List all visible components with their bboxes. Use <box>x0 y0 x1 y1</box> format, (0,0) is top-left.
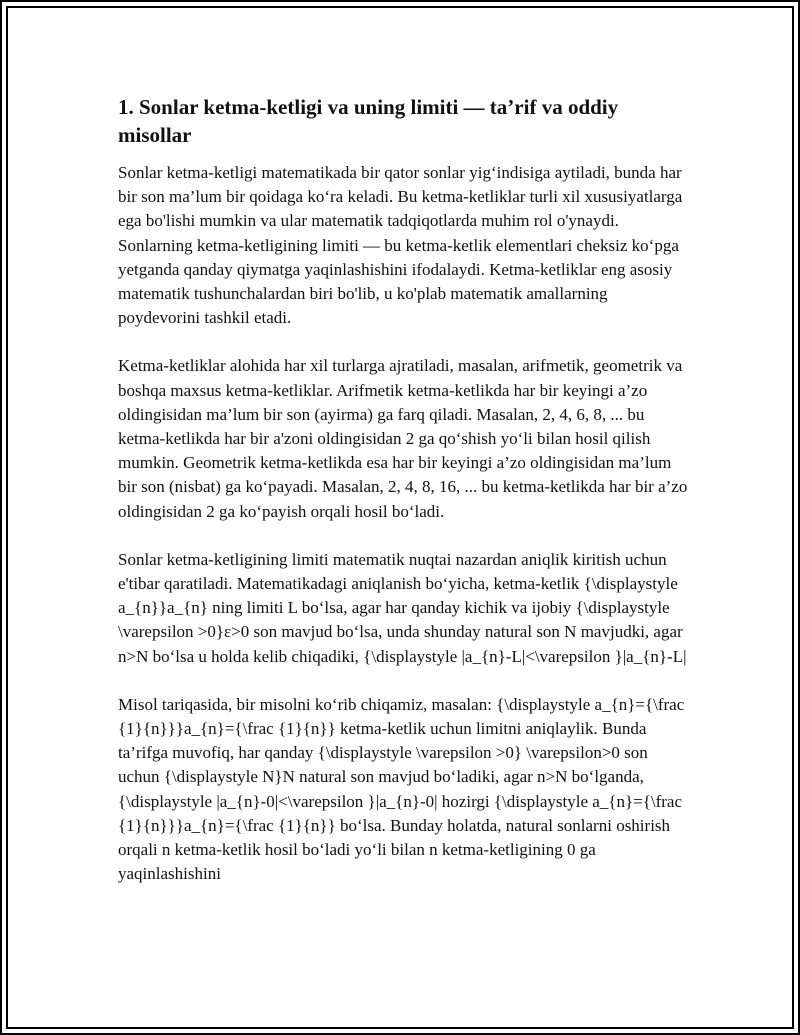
section-heading: 1. Sonlar ketma-ketligi va uning limiti — ta’rif va oddiy misollar <box>118 95 619 147</box>
paragraph-limit-definition: Sonlar ketma-ketligining limiti matematik nuqtai nazardan aniqlik kiritish uchun e'tibar qaratiladi. Matematikadagi aniqlanish bo‘yicha, ketma-ketlik {\displaystyle a_{n}}a_{n} ning limiti L bo‘lsa, agar har qanday kichik va ijobiy {\displaystyle \varepsilon >0}ε>0 son mavjud bo‘lsa, unda shunday natural son N mavjudki, agar n>N bo‘lsa u holda kelib chiqadiki, {\displaystyle |a_{n}-L|<\varepsilon }|a_{n}-L| <box>118 549 687 666</box>
paragraph-example: Misol tariqasida, bir misolni ko‘rib chiqamiz, masalan: {\displaystyle a_{n}={\frac {1}{n}}}a_{n}={\frac {1}{n}} ketma-ketlik uchun limitni aniqlaylik. Bunda ta’rifga muvofiq, har qanday {\displaystyle \varepsilon >0} \varepsilon>0 son uchun {\displaystyle N}N natural son mavjud bo‘ladiki, agar n>N bo‘lganda, {\displaystyle |a_{n}-0|<\varepsilon }|a_{n}-0| hozirgi {\displaystyle a_{n}={\frac {1}{n}}}a_{n}={\frac {1}{n}} bo‘lsa. Bunday holatda, natural sonlarni oshirish orqali n ketma-ketlik hosil bo‘ladi yo‘li bilan n ketma-ketligining 0 ga yaqinlashishini <box>118 694 685 884</box>
document-body <box>118 93 690 910</box>
paragraph-types: Ketma-ketliklar alohida har xil turlarga ajratiladi, masalan, arifmetik, geometrik va boshqa maxsus ketma-ketliklar. Arifmetik ketma-ketlikda har bir keyingi a’zo oldingisidan ma’lum bir son (ayirma) ga farq qiladi. Masalan, 2, 4, 6, 8, ... bu ketma-ketlikda har bir a'zoni oldingisidan 2 ga qo‘shish yo‘li bilan hosil qilish mumkin. Geometrik ketma-ketlikda esa har bir keyingi a’zo oldingisidan ma’lum bir son (nisbat) ga ko‘payadi. Masalan, 2, 4, 8, 16, ... bu ketma-ketlikda har bir a’zo oldingisidan 2 ga ko‘payish orqali hosil bo‘ladi. <box>118 356 688 521</box>
paragraph-definition: Sonlar ketma-ketligi matematikada bir qator sonlar yig‘indisiga aytiladi, bunda har bir son ma’lum bir qoidaga ko‘ra keladi. Bu ketma-ketliklar turli xil xususiyatlarga ega bo'lishi mumkin va ular matematik tadqiqotlarda muhim rol o'ynaydi. Sonlarning ketma-ketligining limiti — bu ketma-ketlik elementlari cheksiz ko‘pga yetganda qanday qiymatga yaqinlashishini ifodalaydi. Ketma-ketliklar eng asosiy matematik tushunchalardan biri bo'lib, u ko'plab matematik amallarning poydevorini tashkil etadi. <box>118 163 683 328</box>
